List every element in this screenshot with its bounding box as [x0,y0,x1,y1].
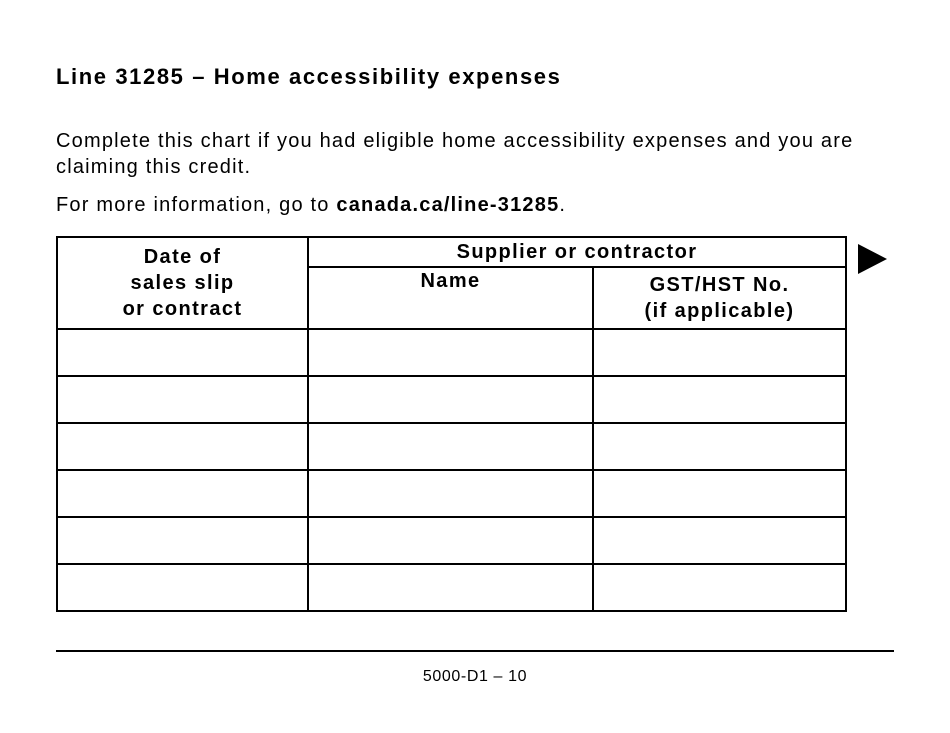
gst-cell[interactable] [593,423,846,470]
date-cell[interactable] [57,329,308,376]
date-column-header: Date of sales slip or contract [57,237,308,329]
table-row [57,376,846,423]
date-cell[interactable] [57,470,308,517]
date-cell[interactable] [57,564,308,611]
date-cell[interactable] [57,423,308,470]
name-cell[interactable] [308,423,593,470]
more-info-prefix: For more information, go to [56,194,337,216]
table-row [57,329,846,376]
name-cell[interactable] [308,470,593,517]
gst-column-header: GST/HST No. (if applicable) [593,267,846,329]
expenses-chart [56,236,847,612]
more-info-suffix: . [559,194,567,216]
name-cell[interactable] [308,329,593,376]
gst-cell[interactable] [593,470,846,517]
more-info-link[interactable]: canada.ca/line-31285 [336,194,560,216]
table-row [57,564,846,611]
table-row [57,517,846,564]
arrow-right-icon [858,244,887,274]
page-title: Line 31285 – Home accessibility expenses [56,64,562,89]
name-cell[interactable] [308,376,593,423]
name-cell[interactable] [308,517,593,564]
gst-cell[interactable] [593,517,846,564]
gst-cell[interactable] [593,376,846,423]
name-column-header: Name [308,267,593,329]
gst-cell[interactable] [593,564,846,611]
date-cell[interactable] [57,376,308,423]
supplier-group-header: Supplier or contractor [308,237,846,267]
footer-divider [56,650,894,652]
more-info [56,194,566,217]
intro-text: Complete this chart if you had eligible home accessibility expenses and you are claiming this credit. [56,130,854,178]
table-row [57,423,846,470]
table-row [57,470,846,517]
date-cell[interactable] [57,517,308,564]
name-cell[interactable] [308,564,593,611]
gst-cell[interactable] [593,329,846,376]
page-footer: 5000-D1 – 10 [422,668,528,685]
